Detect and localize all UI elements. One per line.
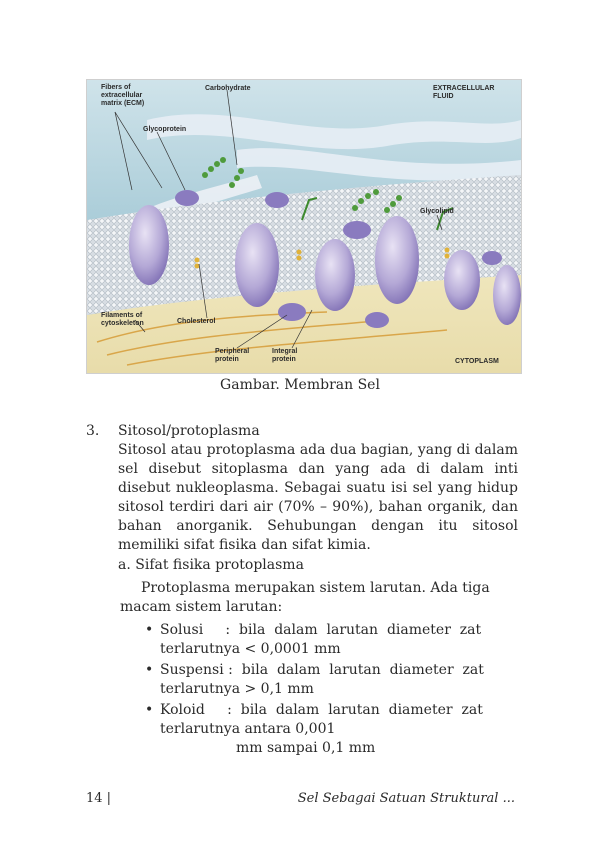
bullet-dot: • — [145, 662, 154, 678]
subsection-a-text-2: macam sistem larutan: — [120, 599, 283, 615]
label-glycolipid: Glycolipid — [420, 208, 454, 215]
label-carbohydrate: Carbohydrate — [205, 85, 251, 92]
bullet-line-1: Solusi : bila dalam larutan diameter zat — [160, 622, 482, 638]
list-item — [145, 701, 520, 758]
bullet-dot: • — [145, 702, 154, 718]
bullet-dot: • — [145, 622, 154, 638]
bullet-line-3: mm sampai 0,1 mm — [236, 740, 376, 756]
label-peripheral-protein: Peripheral protein — [215, 348, 250, 363]
membrane-illustration — [87, 80, 521, 373]
section-heading — [86, 422, 260, 441]
list-item — [145, 661, 520, 699]
label-extracellular-fluid: EXTRACELLULAR FLUID — [433, 85, 495, 100]
bullet-line-2: terlarutnya antara 0,001 — [160, 721, 336, 737]
bullet-line-2: terlarutnya < 0,0001 mm — [160, 641, 341, 657]
running-title: Sel Sebagai Satuan Struktural ... — [297, 791, 515, 806]
page-number: 14 | — [86, 791, 112, 806]
label-glycoprotein: Glycoprotein — [143, 126, 187, 133]
bullet-line-2: terlarutnya > 0,1 mm — [160, 681, 314, 697]
subsection-a-title: a. Sifat fisika protoplasma — [118, 557, 304, 573]
label-filaments: Filaments of cytoskeleton — [101, 312, 144, 327]
membrane-figure — [86, 79, 522, 374]
section-number: 3. — [86, 423, 100, 439]
section-paragraph: Sitosol atau protoplasma ada dua bagian, yang di dalam sel disebut sitoplasma dan yang ada di dalam inti disebut nukleoplasma. Sebagai suatu isi sel yang hidup sitosol terdiri dari air (70% – 90%), bahan organik, dan bahan anorganik. Sehubungan dengan itu sitosol memiliki sifat fisika dan sifat kimia. — [118, 442, 518, 553]
list-item — [145, 621, 520, 659]
label-cholesterol: Cholesterol — [177, 318, 216, 325]
label-cytoplasm: CYTOPLASM — [455, 358, 499, 365]
label-fibers: Fibers of extracellular matrix (ECM) — [101, 84, 145, 107]
bullet-line-1: Koloid : bila dalam larutan diameter zat — [160, 702, 483, 718]
label-integral-protein: Integral protein — [272, 348, 298, 363]
bullet-line-1: Suspensi : bila dalam larutan diameter zat — [160, 662, 484, 678]
subsection-a-text-1: Protoplasma merupakan sistem larutan. Ada tiga — [141, 580, 490, 596]
figure-caption: Gambar. Membran Sel — [220, 377, 380, 393]
section-title: Sitosol/protoplasma — [118, 423, 260, 439]
